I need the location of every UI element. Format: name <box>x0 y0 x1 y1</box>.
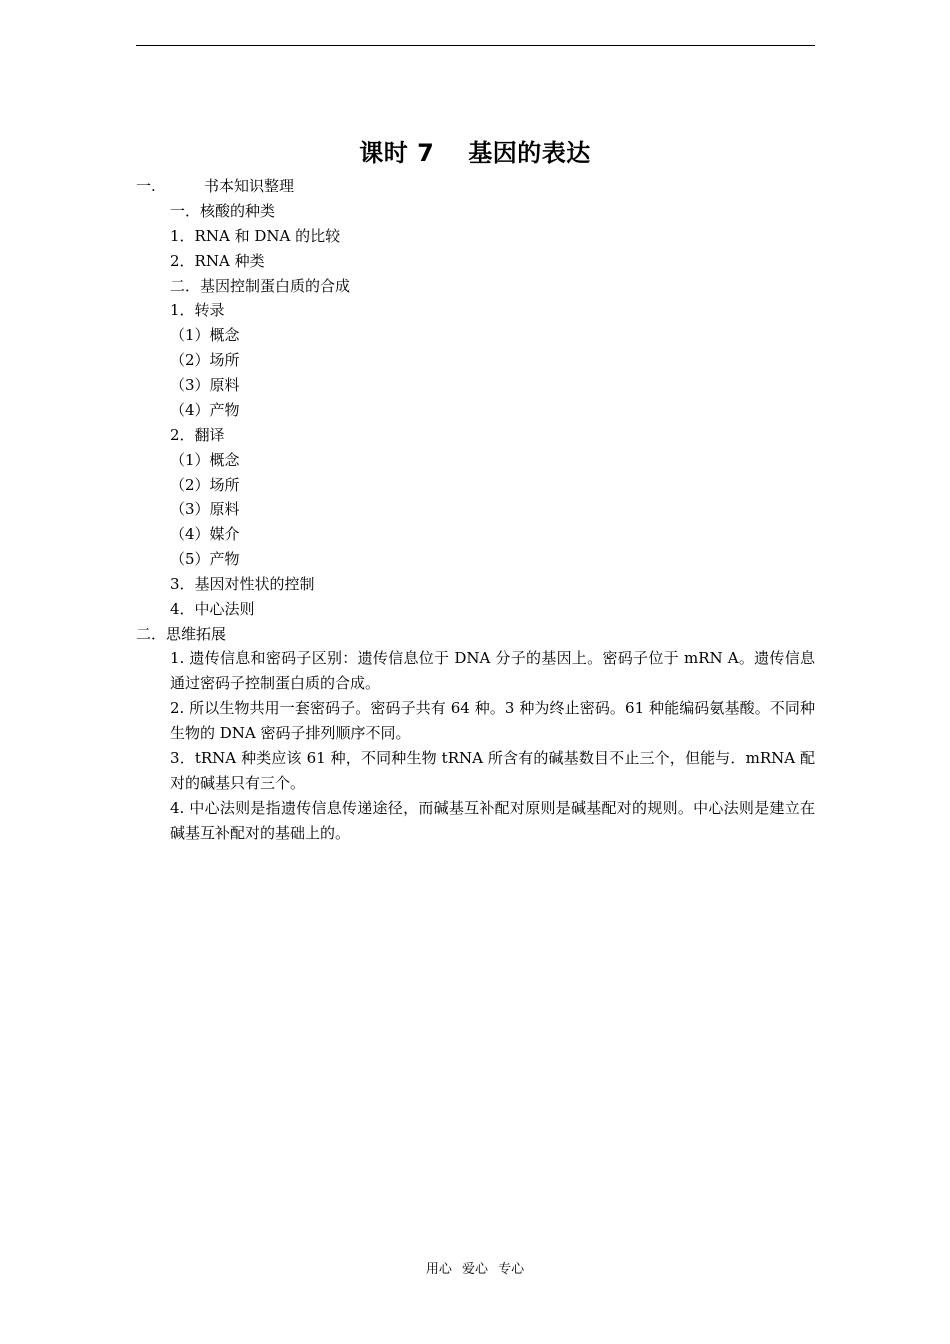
outline-item: 3．基因对性状的控制 <box>170 575 315 593</box>
outline-item: 4．中心法则 <box>170 600 255 618</box>
outline-item: （1）概念 <box>170 326 240 344</box>
title-lesson: 课时 7 <box>359 139 435 167</box>
outline-item: （2）场所 <box>170 476 240 494</box>
outline-item: （5）产物 <box>170 550 240 568</box>
section1-heading: 书本知识整理 <box>204 177 295 195</box>
outline-item: （3）原料 <box>170 500 240 518</box>
outline-item: （4）产物 <box>170 401 240 419</box>
outline-item: 一．核酸的种类 <box>170 202 276 220</box>
section1-number: 一. <box>136 177 156 195</box>
outline-item: （4）媒介 <box>170 525 240 543</box>
outline-item: （1）概念 <box>170 451 240 469</box>
section2-heading: 二．思维拓展 <box>136 625 227 643</box>
header-rule <box>136 45 815 46</box>
outline-item: 2．翻译 <box>170 426 225 444</box>
expansion-paragraph: 4. 中心法则是指遗传信息传递途径，而碱基互补配对原则是碱基配对的规则。中心法则是建立在碱基互补配对的基础上的。 <box>170 799 815 842</box>
outline-item: 1．RNA 和 DNA 的比较 <box>170 227 341 245</box>
outline-item: 2．RNA 种类 <box>170 252 265 270</box>
outline-item: 1．转录 <box>170 301 225 319</box>
title-topic: 基因的表达 <box>468 139 591 167</box>
page-title <box>0 133 950 168</box>
outline-item: （2）场所 <box>170 351 240 369</box>
expansion-paragraph: 3．tRNA 种类应该 61 种，不同种生物 tRNA 所含有的碱基数目不止三个，但能与．mRNA 配对的碱基只有三个。 <box>170 749 815 792</box>
outline-item: 二．基因控制蛋白质的合成 <box>170 277 351 295</box>
expansion-paragraph: 2. 所以生物共用一套密码子。密码子共有 64 种。3 种为终止密码。61 种能编码氨基酸。不同种生物的 DNA 密码子排列顺序不同。 <box>170 699 815 742</box>
page-footer: 用心 爱心 专心 <box>425 1262 525 1277</box>
outline-item: （3）原料 <box>170 376 240 394</box>
expansion-paragraph: 1. 遗传信息和密码子区别：遗传信息位于 DNA 分子的基因上。密码子位于 mRN A。遗传信息通过密码子控制蛋白质的合成。 <box>170 649 815 692</box>
